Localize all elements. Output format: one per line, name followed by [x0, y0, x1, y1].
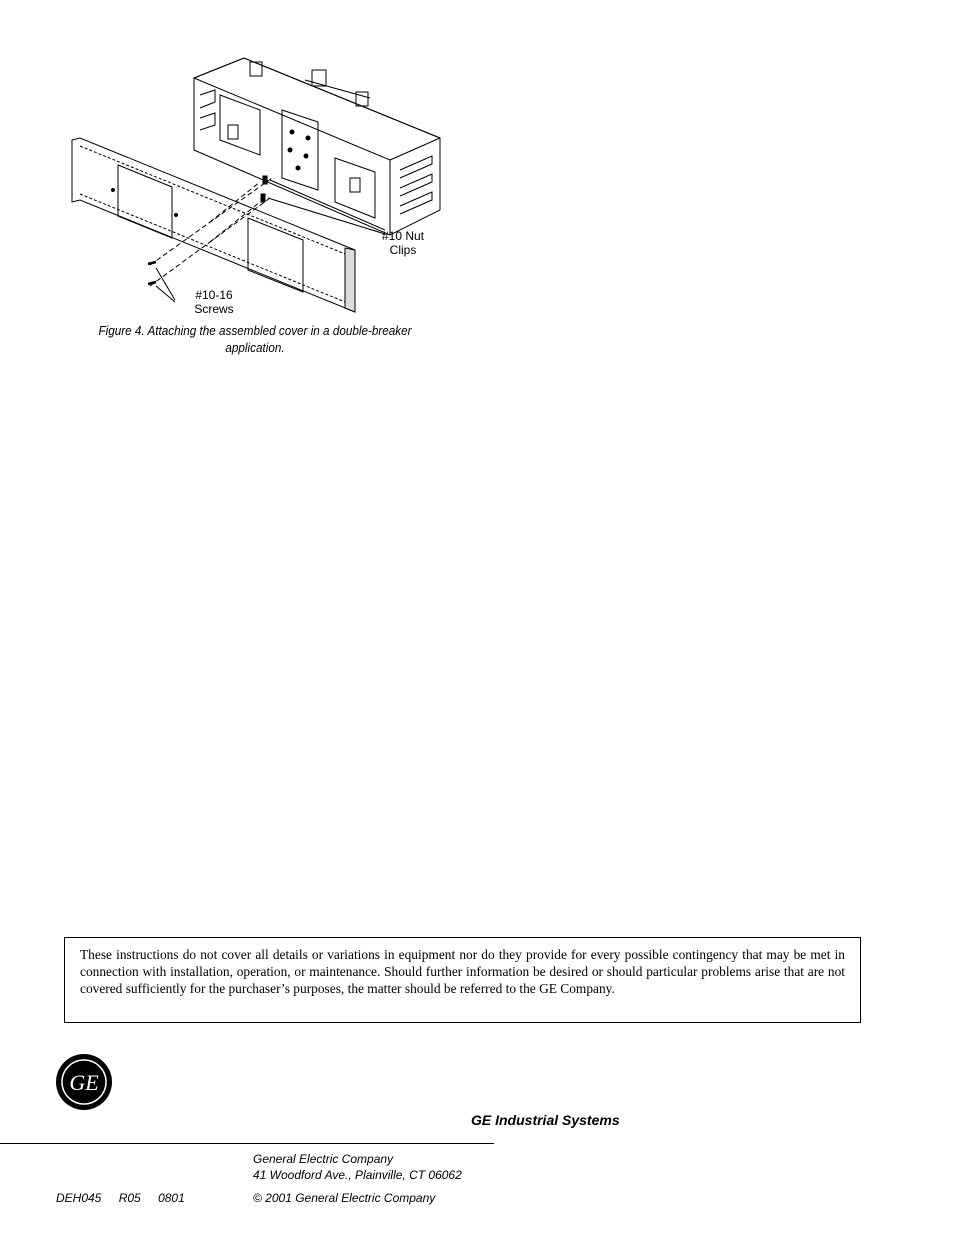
nut-clips-label-line1: #10 Nut	[381, 229, 425, 243]
cover-assembly-drawing	[60, 50, 480, 325]
screws-label-line2: Screws	[194, 302, 234, 316]
nut-clips-label	[370, 229, 436, 257]
company-name: GE Industrial Systems	[471, 1112, 620, 1128]
screws-label	[184, 288, 244, 316]
ge-logo	[55, 1053, 113, 1111]
doc-revision: R05	[118, 1191, 141, 1205]
ge-logo-text: GE	[69, 1070, 99, 1095]
ge-monogram-icon	[55, 1053, 113, 1111]
figure-caption: Figure 4. Attaching the assembled cover in a double-breaker application.	[98, 323, 412, 355]
nut-clips-label-line2: Clips	[389, 243, 417, 257]
company-address	[253, 1151, 462, 1183]
address-line1: General Electric Company	[253, 1152, 394, 1166]
document-number	[56, 1191, 199, 1205]
address-line2: 41 Woodford Ave., Plainville, CT 06062	[253, 1168, 462, 1182]
cover-assembly-figure	[60, 50, 480, 325]
screws-label-line1: #10-16	[195, 288, 233, 302]
copyright-notice: © 2001 General Electric Company	[253, 1191, 436, 1205]
footer-rule	[0, 1143, 494, 1144]
disclaimer-box: These instructions do not cover all details or variations in equipment nor do they provide for every possible contingency that may be met in connection with installation, operation, or maintenance. Should further information be desired or should particular problems arise that are not covered sufficiently for the purchaser’s purposes, the matter should be referred to the GE Company.	[64, 937, 861, 1023]
doc-number: DEH045	[56, 1191, 102, 1205]
doc-date-code: 0801	[158, 1191, 185, 1205]
